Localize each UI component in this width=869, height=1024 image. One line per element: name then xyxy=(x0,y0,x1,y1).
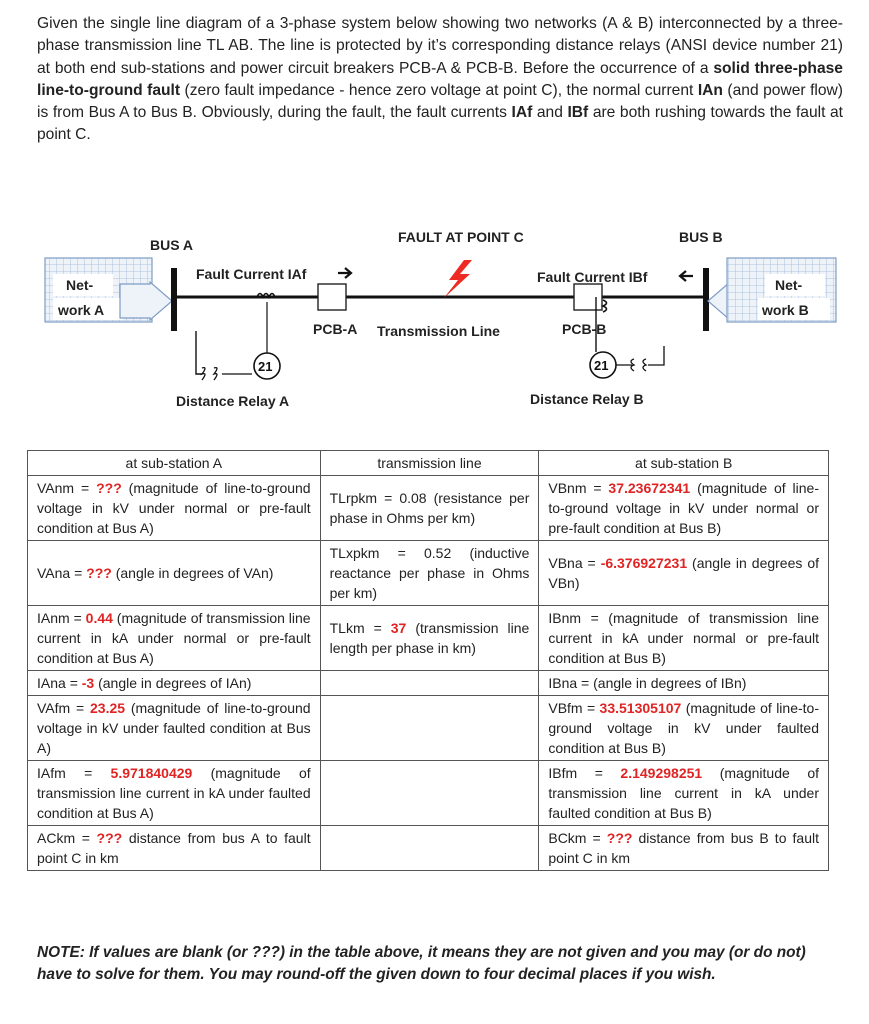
fault-current-a-label: Fault Current IAf xyxy=(196,266,307,282)
parameters-table xyxy=(27,450,829,871)
cell-empty xyxy=(320,671,539,696)
cell-ibfm: IBfm = 2.149298251 (magnitude of transmission line current in kA under faulted condition at Bus B) xyxy=(539,761,829,826)
note-text: NOTE: If values are blank (or ???) in the table above, it means they are not given and you may (or do not) have to solve for them. You may round-off the given down to four decimal places if you wish. xyxy=(37,944,806,984)
cell-tlkm: TLkm = 37 (transmission line length per phase in km) xyxy=(320,606,539,671)
cell-vanm: VAnm = ??? (magnitude of line-to-ground voltage in kV under normal or pre-fault condition at Bus A) xyxy=(28,476,321,541)
cell-empty xyxy=(320,696,539,761)
fault-title: FAULT AT POINT C xyxy=(398,229,524,245)
network-a-connector xyxy=(120,282,172,320)
intro-bold-fault-type: solid three-phase line-to-ground fault xyxy=(37,59,843,99)
intro-text-2: (zero fault impedance - hence zero voltage at point C), the normal current xyxy=(180,81,698,99)
header-substation-a: at sub-station A xyxy=(28,451,321,476)
relay-a-wiring xyxy=(196,331,202,374)
problem-statement xyxy=(37,13,843,147)
table-header-row xyxy=(28,451,829,476)
intro-text-4: and xyxy=(532,104,568,122)
network-b-label-1: Net- xyxy=(775,277,803,293)
table-row xyxy=(28,671,829,696)
relay-a-number: 21 xyxy=(258,359,273,374)
pcb-a-label: PCB-A xyxy=(313,321,358,337)
cell-iana: IAna = -3 (angle in degrees of IAn) xyxy=(28,671,321,696)
distance-relay-a-label: Distance Relay A xyxy=(176,393,290,409)
cell-tlrpkm: TLrpkm = 0.08 (resistance per phase in Ohms per km) xyxy=(320,476,539,541)
intro-bold-ian: IAn xyxy=(697,81,723,99)
cell-ibna: IBna = (angle in degrees of IBn) xyxy=(539,671,829,696)
relay-a-coil-icon xyxy=(202,368,252,380)
ct-b-icon xyxy=(603,300,607,312)
intro-bold-iaf: IAf xyxy=(511,104,533,122)
relay-b-number: 21 xyxy=(594,358,609,373)
network-a-label-1: Net- xyxy=(66,277,94,293)
fault-current-b-label: Fault Current IBf xyxy=(537,269,648,285)
bus-b-label: BUS B xyxy=(679,229,723,245)
header-substation-b: at sub-station B xyxy=(539,451,829,476)
cell-ianm: IAnm = 0.44 (magnitude of transmission line current in kA under normal or pre-fault condition at Bus A) xyxy=(28,606,321,671)
cell-empty xyxy=(320,826,539,871)
cell-bckm: BCkm = ??? distance from bus B to fault point C in km xyxy=(539,826,829,871)
cell-vbnm: VBnm = 37.23672341 (magnitude of line-to-ground voltage in kV under normal or pre-fault condition at Bus B) xyxy=(539,476,829,541)
table-row xyxy=(28,761,829,826)
bus-b-bar xyxy=(703,268,709,331)
bus-a-label: BUS A xyxy=(150,237,194,253)
cell-empty xyxy=(320,761,539,826)
table-row xyxy=(28,826,829,871)
cell-vana: VAna = ??? (angle in degrees of VAn) xyxy=(28,541,321,606)
table-row xyxy=(28,476,829,541)
intro-text-3: (and power flow) is from Bus A to Bus B. Obviously, during the fault, the fault currents xyxy=(37,81,843,122)
cell-vafm: VAfm = 23.25 (magnitude of line-to-ground voltage in kV under faulted condition at Bus A) xyxy=(28,696,321,761)
arrow-left-icon xyxy=(680,271,693,281)
pcb-b-label: PCB-B xyxy=(562,321,607,337)
single-line-diagram xyxy=(0,222,869,422)
pcb-a-breaker xyxy=(318,284,346,310)
header-transmission-line: transmission line xyxy=(320,451,539,476)
intro-bold-ibf: IBf xyxy=(567,104,589,122)
arrow-right-icon xyxy=(338,268,351,278)
network-b-label-2: work B xyxy=(762,302,809,318)
cell-iafm: IAfm = 5.971840429 (magnitude of transmission line current in kA under faulted condition at Bus A) xyxy=(28,761,321,826)
pcb-b-breaker xyxy=(574,284,602,310)
distance-relay-b-label: Distance Relay B xyxy=(530,391,644,407)
cell-ackm: ACkm = ??? distance from bus A to fault point C in km xyxy=(28,826,321,871)
transmission-line-label: Transmission Line xyxy=(377,323,500,339)
cell-vbna: VBna = -6.376927231 (angle in degrees of VBn) xyxy=(539,541,829,606)
intro-text-1: Given the single line diagram of a 3-phase system below showing two networks (A & B) interconnected by a three-phase transmission line TL AB. The line is protected by it’s corresponding distance relays (ANSI device number 21) at both end sub-stations and power circuit breakers PCB-A & PCB-B. Before the occurrence of a xyxy=(37,15,843,77)
table-row xyxy=(28,696,829,761)
relay-b-coil-icon xyxy=(616,346,664,371)
cell-ibnm: IBnm = (magnitude of transmission line current in kA under normal or pre-fault condition at Bus B) xyxy=(539,606,829,671)
table-row xyxy=(28,541,829,606)
cell-tlxpkm: TLxpkm = 0.52 (inductive reactance per phase in Ohms per km) xyxy=(320,541,539,606)
bus-a-bar xyxy=(171,268,177,331)
intro-text-5: are both rushing towards the fault at point C. xyxy=(37,104,844,144)
network-a-label-2: work A xyxy=(58,302,105,318)
cell-vbfm: VBfm = 33.51305107 (magnitude of line-to-ground voltage in kV under faulted condition at Bus B) xyxy=(539,696,829,761)
lightning-bolt-icon xyxy=(444,260,472,298)
table-row xyxy=(28,606,829,671)
